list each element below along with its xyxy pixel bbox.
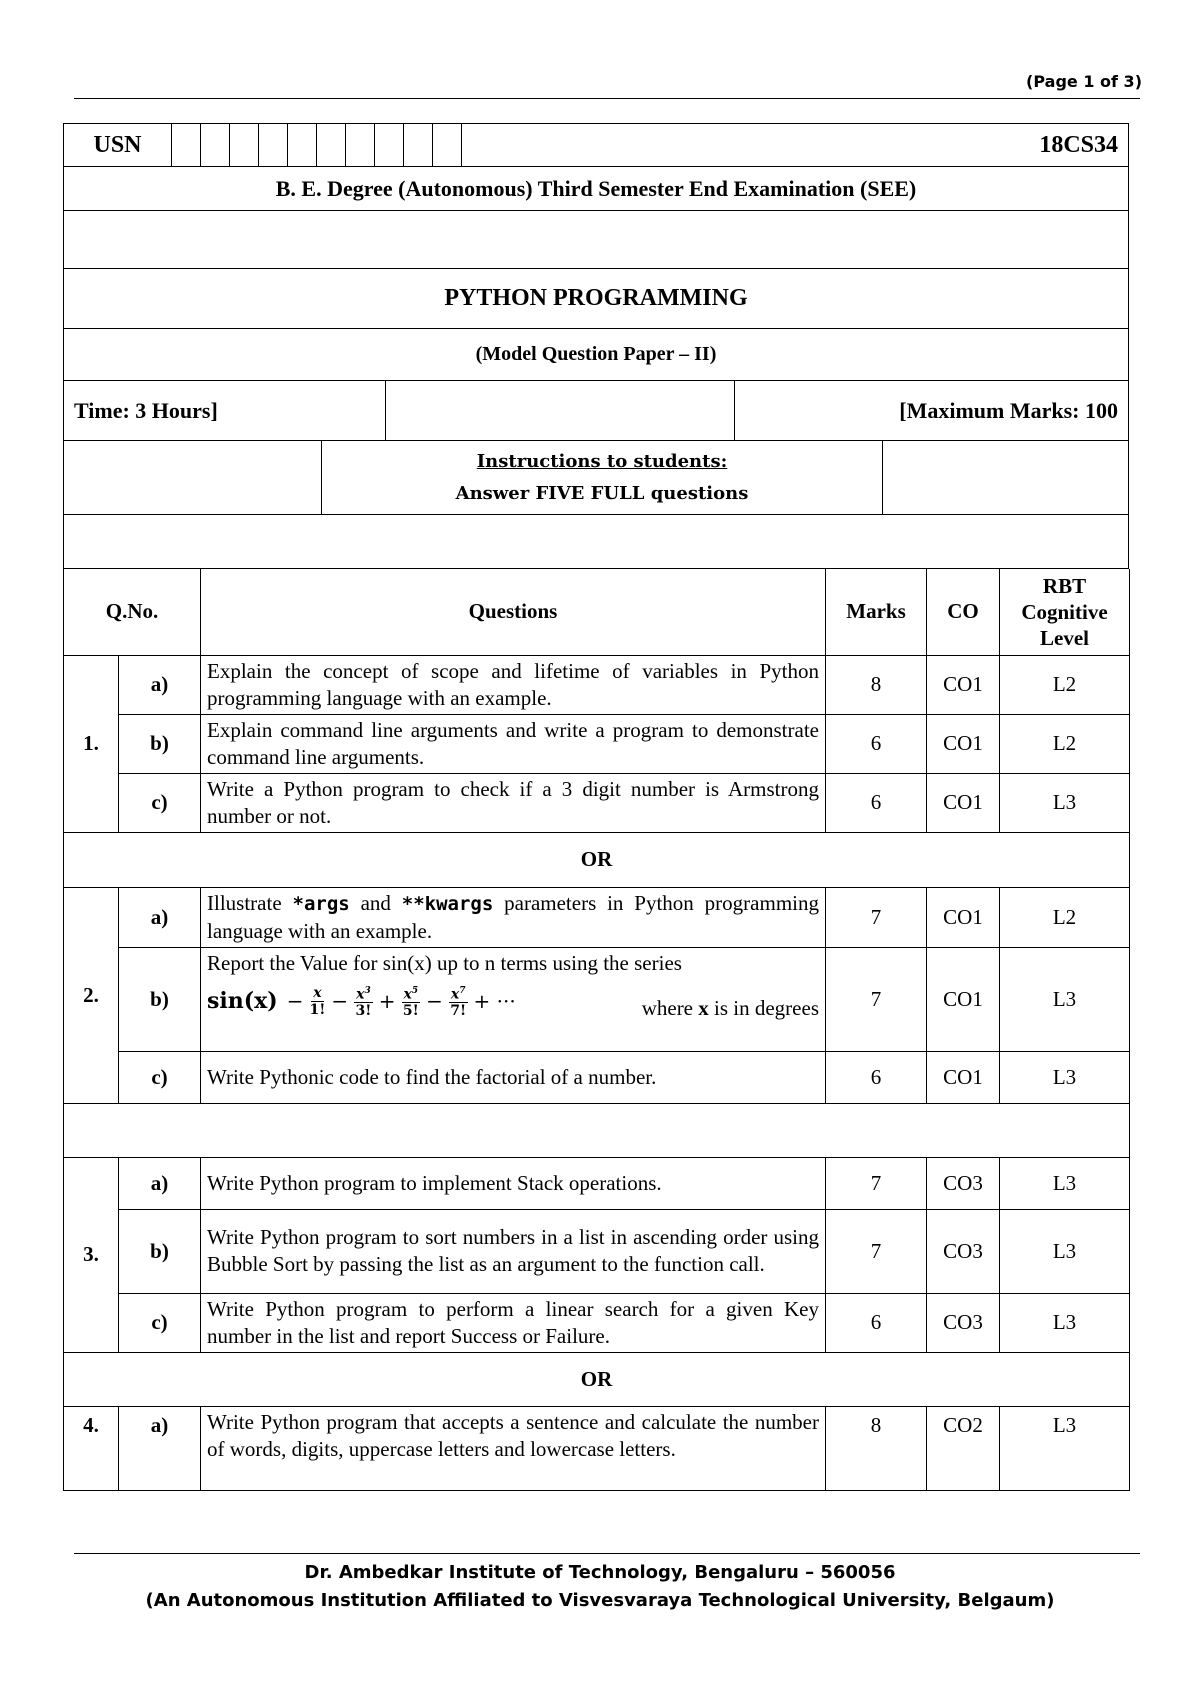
- marks-cell: 6: [826, 1293, 927, 1352]
- co-cell: CO1: [927, 887, 1000, 947]
- course-code: 18CS34: [462, 124, 1129, 166]
- or-label: OR: [64, 1352, 1130, 1406]
- footer-institute: Dr. Ambedkar Institute of Technology, Bengaluru – 560056: [304, 1562, 896, 1583]
- usn-box[interactable]: [375, 124, 404, 166]
- level-cell: L3: [1000, 773, 1130, 832]
- question-text: Explain command line arguments and write a program to demonstrate command line arguments.: [201, 714, 826, 773]
- table-row: [64, 887, 1130, 947]
- or-row: [64, 1352, 1130, 1406]
- time-marks-row: [63, 381, 1129, 441]
- usn-box[interactable]: [230, 124, 259, 166]
- footer-rule: [74, 1553, 1140, 1554]
- marks-cell: 8: [826, 1406, 927, 1490]
- table-row: [64, 1209, 1130, 1293]
- question-text: [201, 887, 826, 947]
- formula-op: −: [426, 988, 443, 1013]
- blank-row: [63, 211, 1129, 269]
- text-part: Illustrate: [207, 890, 293, 915]
- page-number: (Page 1 of 3): [1026, 72, 1142, 91]
- level-cell: L3: [1000, 1293, 1130, 1352]
- table-row: [64, 655, 1130, 714]
- marks-cell: 7: [826, 887, 927, 947]
- co-cell: CO2: [927, 1406, 1000, 1490]
- footer-affiliation: (An Autonomous Institution Affiliated to Visvesvaraya Technological University, Belgaum): [145, 1590, 1055, 1611]
- exam-header: [63, 123, 1129, 1491]
- header-marks: Marks: [826, 569, 927, 655]
- sub-label: b): [119, 714, 201, 773]
- table-row: [64, 1293, 1130, 1352]
- formula-term: $\frac{x}{1!}$: [309, 984, 326, 1018]
- degree-title: B. E. Degree (Autonomous) Third Semester End Examination (SEE): [63, 167, 1129, 211]
- usn-box[interactable]: [172, 124, 201, 166]
- header-rule: [74, 98, 1140, 99]
- text-part: is in degrees: [708, 995, 819, 1020]
- usn-box[interactable]: [201, 124, 230, 166]
- questions-table: [63, 569, 1130, 1491]
- time-label: Time: 3 Hours]: [64, 381, 386, 440]
- question-text: Write Python program to perform a linear search for a given Key number in the list and report Success or Failure.: [201, 1293, 826, 1352]
- formula-line: [207, 981, 819, 1022]
- marks-cell: 7: [826, 947, 927, 1051]
- question-number: 1.: [64, 655, 119, 832]
- sub-label: a): [119, 887, 201, 947]
- header-co: CO: [927, 569, 1000, 655]
- instructions-title: Instructions to students:: [476, 450, 728, 472]
- question-text: Write Pythonic code to find the factorial of a number.: [201, 1051, 826, 1103]
- sub-label: c): [119, 773, 201, 832]
- table-row: [64, 714, 1130, 773]
- sine-series-formula: [207, 983, 519, 1020]
- header-qno: Q.No.: [64, 569, 201, 655]
- level-cell: L2: [1000, 655, 1130, 714]
- formula-op: −: [331, 988, 349, 1013]
- question-text: [201, 947, 826, 1051]
- max-marks-label: [Maximum Marks: 100: [899, 397, 1118, 423]
- question-text: Write Python program to implement Stack operations.: [201, 1157, 826, 1209]
- co-cell: CO1: [927, 714, 1000, 773]
- sub-label: a): [119, 1406, 201, 1490]
- marks-cell: 6: [826, 1051, 927, 1103]
- co-cell: CO3: [927, 1157, 1000, 1209]
- formula-term: $\frac{x^7}{7!}$: [449, 983, 468, 1020]
- sub-label: b): [119, 947, 201, 1051]
- question-text: Explain the concept of scope and lifetime of variables in Python programming language with an example.: [201, 655, 826, 714]
- subject-title: PYTHON PROGRAMMING: [63, 269, 1129, 329]
- co-cell: CO1: [927, 947, 1000, 1051]
- usn-label: USN: [93, 131, 142, 158]
- formula-term: $\frac{x^5}{5!}$: [402, 983, 421, 1020]
- co-cell: CO3: [927, 1293, 1000, 1352]
- usn-box[interactable]: [433, 124, 462, 166]
- level-cell: L3: [1000, 1157, 1130, 1209]
- header-questions: Questions: [201, 569, 826, 655]
- text-part: where: [641, 995, 699, 1020]
- formula-term: $\frac{x^3}{3!}$: [354, 983, 373, 1020]
- degree-note: [642, 981, 819, 1022]
- marks-cell: 6: [826, 773, 927, 832]
- sub-label: c): [119, 1293, 201, 1352]
- usn-box[interactable]: [259, 124, 288, 166]
- usn-row: [63, 123, 1129, 167]
- spacer-cell: [64, 1103, 1130, 1157]
- kwargs-keyword: **kwargs: [401, 892, 494, 915]
- or-label: OR: [64, 832, 1130, 887]
- paper-type: (Model Question Paper – II): [63, 329, 1129, 381]
- usn-box[interactable]: [346, 124, 375, 166]
- table-row: [64, 947, 1130, 1051]
- formula-op: + ···: [473, 988, 516, 1013]
- instructions-text: Answer FIVE FULL questions: [455, 482, 749, 504]
- co-cell: CO1: [927, 655, 1000, 714]
- table-row: [64, 1406, 1130, 1490]
- formula-lead: sin(x): [207, 987, 278, 1014]
- usn-box[interactable]: [288, 124, 317, 166]
- table-header-row: [64, 569, 1130, 655]
- co-cell: CO1: [927, 773, 1000, 832]
- level-cell: L3: [1000, 1051, 1130, 1103]
- instructions-box: [322, 441, 883, 514]
- formula-op: +: [378, 988, 396, 1013]
- co-cell: CO1: [927, 1051, 1000, 1103]
- table-row: [64, 773, 1130, 832]
- table-row: [64, 1157, 1130, 1209]
- sub-label: b): [119, 1209, 201, 1293]
- level-cell: L3: [1000, 1209, 1130, 1293]
- series-prompt: Report the Value for sin(x) up to n terms using the series: [207, 950, 682, 975]
- instructions-left: [64, 441, 322, 514]
- usn-box[interactable]: [317, 124, 346, 166]
- level-cell: L3: [1000, 1406, 1130, 1490]
- usn-box[interactable]: [404, 124, 433, 166]
- co-cell: CO3: [927, 1209, 1000, 1293]
- text-part: and: [349, 890, 402, 915]
- instructions-row: [63, 441, 1129, 515]
- question-number: 3.: [64, 1157, 119, 1352]
- level-cell: L2: [1000, 887, 1130, 947]
- question-number: 4.: [64, 1406, 119, 1490]
- marks-cell: 8: [826, 655, 927, 714]
- level-cell: L3: [1000, 947, 1130, 1051]
- header-rbt: RBT Cognitive Level: [1000, 569, 1130, 655]
- text-part: parameters in Python programming language with an example.: [207, 890, 819, 943]
- sub-label: a): [119, 655, 201, 714]
- question-text: Write Python program to sort numbers in a list in ascending order using Bubble Sort by passing the list as an argument to the function call.: [201, 1209, 826, 1293]
- formula-op: −: [286, 988, 304, 1013]
- time-marks-gap: [386, 381, 735, 440]
- marks-cell: 7: [826, 1157, 927, 1209]
- level-cell: L2: [1000, 714, 1130, 773]
- spacer-row: [64, 1103, 1130, 1157]
- usn-grid: [64, 124, 1128, 166]
- table-row: [64, 1051, 1130, 1103]
- marks-cell: 6: [826, 714, 927, 773]
- question-number: 2.: [64, 887, 119, 1103]
- sub-label: c): [119, 1051, 201, 1103]
- marks-cell: 7: [826, 1209, 927, 1293]
- question-text: Write Python program that accepts a sentence and calculate the number of words, digits, uppercase letters and lowercase letters.: [201, 1406, 826, 1490]
- or-row: [64, 832, 1130, 887]
- text-part: x: [698, 995, 709, 1020]
- sub-label: a): [119, 1157, 201, 1209]
- blank-row-2: [63, 515, 1129, 569]
- args-keyword: *args: [292, 892, 350, 915]
- question-text: Write a Python program to check if a 3 digit number is Armstrong number or not.: [201, 773, 826, 832]
